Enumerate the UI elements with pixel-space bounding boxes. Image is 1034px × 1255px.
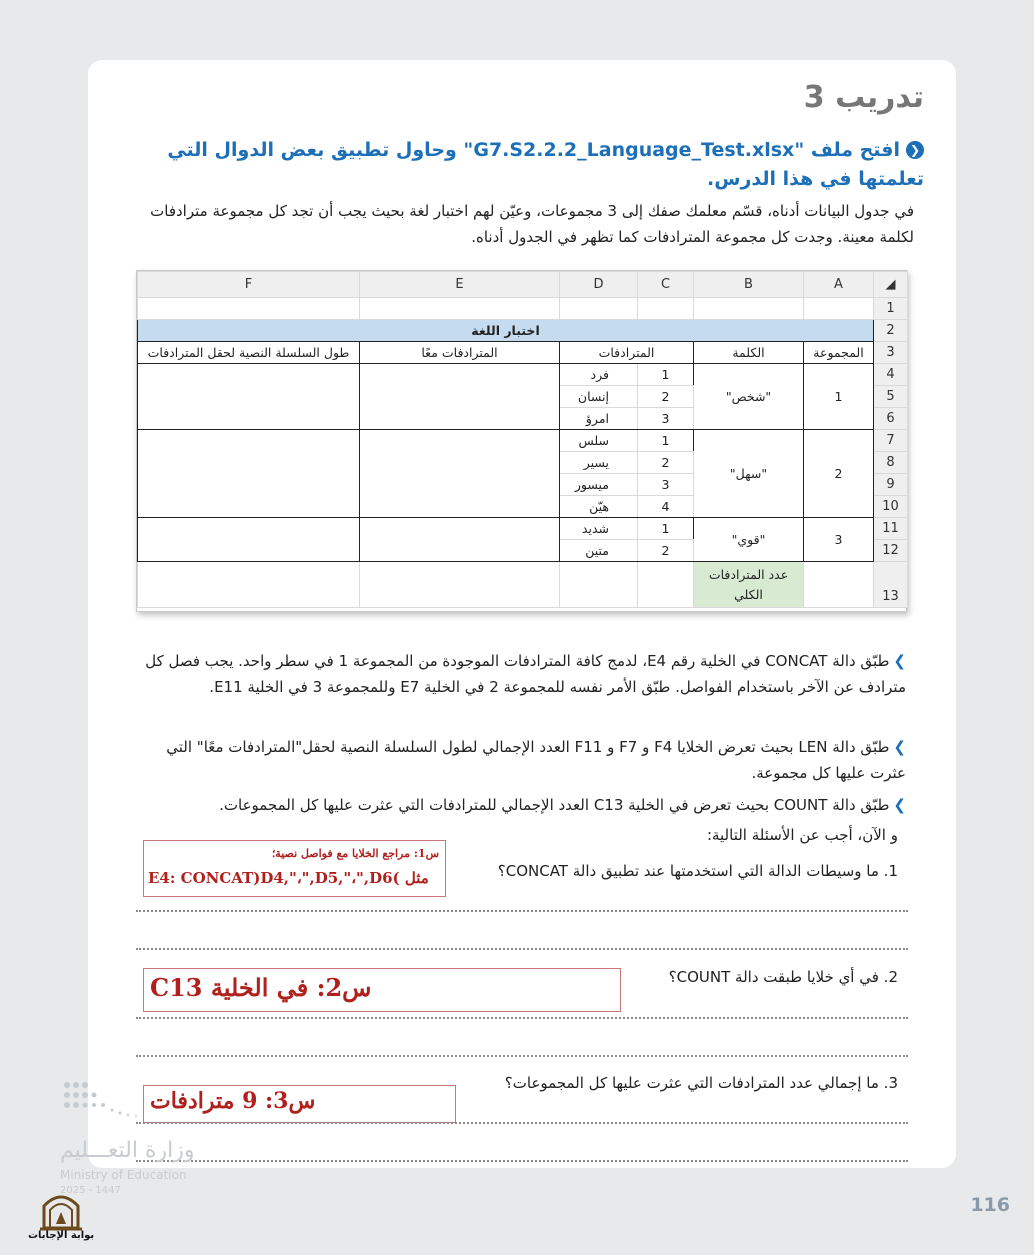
- page-number: 116: [970, 1194, 1010, 1216]
- answer-box-3: [143, 1085, 456, 1123]
- answer-line: [136, 1017, 908, 1019]
- synonym-index: 4: [638, 496, 694, 518]
- ministry-year: 2025 - 1447: [60, 1185, 121, 1196]
- synonym-cell: إنسان: [560, 386, 638, 408]
- ministry-logo-icon: [62, 1080, 152, 1120]
- question-2: 2. في أي خلايا طبقت دالة COUNT؟: [668, 968, 898, 986]
- row-number: 5: [874, 386, 908, 408]
- synonym-cell: شديد: [560, 518, 638, 540]
- answer-3-text: س3: 9 مترادفات: [150, 1088, 316, 1114]
- row-number: 7: [874, 430, 908, 452]
- total-synonyms-label: عدد المترادفات الكلي: [694, 562, 804, 608]
- answer-prompt: و الآن، أجب عن الأسئلة التالية:: [706, 826, 898, 844]
- row-number: 8: [874, 452, 908, 474]
- synonym-index: 1: [638, 364, 694, 386]
- word-cell: "شخص": [694, 364, 804, 430]
- row-number: 2: [874, 320, 908, 342]
- synonym-index: 2: [638, 386, 694, 408]
- synonym-index: 2: [638, 452, 694, 474]
- row-number: 6: [874, 408, 908, 430]
- cell-f4: [138, 364, 360, 430]
- group-cell: 2: [804, 430, 874, 518]
- answer-line: [136, 910, 908, 912]
- instruction-item: ❯طبّق دالة COUNT بحيث تعرض في الخلية C13 العدد الإجمالي للمترادفات التي عثرت عليها كل المجموعات.: [219, 796, 906, 814]
- row-number: 12: [874, 540, 908, 562]
- answers-portal-label: بوابة الإجابات: [28, 1230, 95, 1241]
- synonym-cell: فرد: [560, 364, 638, 386]
- synonym-index: 1: [638, 430, 694, 452]
- ministry-name-arabic: وزارة التعـــليم: [60, 1138, 195, 1163]
- row-number: 1: [874, 298, 908, 320]
- header-string-length: طول السلسلة النصية لحقل المترادفات: [138, 342, 360, 364]
- instruction-item: ❯طبّق دالة CONCAT في الخلية رقم E4، لدمج كافة المترادفات الموجودة من المجموعة 1 في سطر واحد. يجب فصل كل مترادف عن الآخر باستخدام الفواصل. طبّق الأمر نفسه للمجموعة 2 في الخلية E7 وللمجموعة 3 في الخلية E11.: [145, 652, 906, 696]
- answer-2-text: س2: في الخلية C13: [150, 973, 372, 1002]
- synonym-index: 1: [638, 518, 694, 540]
- answer-line: [136, 1122, 908, 1124]
- row-number: 11: [874, 518, 908, 540]
- answer-1-line2: E4: CONCAT)D4,"،",D5,"،",D6( مثل: [148, 869, 429, 887]
- answer-line: [136, 948, 908, 950]
- cell-f7: [138, 430, 360, 518]
- synonym-cell: امرؤ: [560, 408, 638, 430]
- synonym-index: 2: [638, 540, 694, 562]
- answer-1-line1: س1: مراجع الخلايا مع فواصل نصية؛: [271, 847, 439, 860]
- col-header-d: D: [560, 272, 638, 298]
- instruction-item: ❯طبّق دالة LEN بحيث تعرض الخلايا F4 و F7 و F11 العدد الإجمالي لطول السلسلة النصية لحقل"المترادفات معًا" التي عثرت عليها كل مجموعة.: [166, 738, 906, 782]
- row-number: 9: [874, 474, 908, 496]
- header-synonyms: المترادفات: [560, 342, 694, 364]
- cell-e7: [360, 430, 560, 518]
- row-number: 4: [874, 364, 908, 386]
- row-number: 10: [874, 496, 908, 518]
- cell-e11: [360, 518, 560, 562]
- exercise-title: تدريب 3: [803, 80, 924, 115]
- synonym-cell: متين: [560, 540, 638, 562]
- answer-line: [136, 1055, 908, 1057]
- col-header-e: E: [360, 272, 560, 298]
- answer-box-2: [143, 968, 621, 1012]
- synonym-cell: يسير: [560, 452, 638, 474]
- synonym-index: 3: [638, 408, 694, 430]
- col-header-c: C: [638, 272, 694, 298]
- ministry-name-english: Ministry of Education: [60, 1168, 187, 1182]
- header-synonyms-together: المترادفات معًا: [360, 342, 560, 364]
- cell-e4: [360, 364, 560, 430]
- header-word: الكلمة: [694, 342, 804, 364]
- row-number: 3: [874, 342, 908, 364]
- table-title: اختبار اللغة: [138, 320, 874, 342]
- answer-line: [136, 1160, 908, 1162]
- synonym-cell: سلس: [560, 430, 638, 452]
- group-cell: 3: [804, 518, 874, 562]
- synonym-index: 3: [638, 474, 694, 496]
- col-header-b: B: [694, 272, 804, 298]
- chevron-icon: ❯: [893, 796, 906, 814]
- question-3: 3. ما إجمالي عدد المترادفات التي عثرت عليها كل المجموعات؟: [504, 1074, 898, 1092]
- synonym-cell: هيّن: [560, 496, 638, 518]
- answer-box-1: [143, 840, 446, 897]
- select-all-corner: ◢: [874, 272, 908, 298]
- col-header-f: F: [138, 272, 360, 298]
- header-group: المجموعة: [804, 342, 874, 364]
- row-number: 13: [874, 562, 908, 608]
- synonym-cell: ميسور: [560, 474, 638, 496]
- word-cell: "قوي": [694, 518, 804, 562]
- cell-f11: [138, 518, 360, 562]
- chevron-icon: ❯: [893, 652, 906, 670]
- chevron-left-icon: ❮: [906, 141, 924, 159]
- chevron-icon: ❯: [893, 738, 906, 756]
- group-cell: 1: [804, 364, 874, 430]
- spreadsheet-image: [136, 270, 907, 612]
- col-header-a: A: [804, 272, 874, 298]
- word-cell: "سهل": [694, 430, 804, 518]
- question-1: 1. ما وسيطات الدالة التي استخدمتها عند تطبيق دالة CONCAT؟: [497, 862, 898, 880]
- exercise-heading: [164, 136, 924, 194]
- intro-paragraph: في جدول البيانات أدناه، قسّم معلمك صفك إلى 3 مجموعات، وعيّن لهم اختبار لغة بحيث يجب أن تجد كل مجموعة مترادفات لكلمة معينة. وجدت كل مجموعة المترادفات كما تظهر في الجدول أدناه.: [150, 202, 914, 246]
- heading-text: افتح ملف "G7.S2.2.2_Language_Test.xlsx" وحاول تطبيق بعض الدوال التي تعلمتها في هذا الدرس.: [167, 139, 924, 190]
